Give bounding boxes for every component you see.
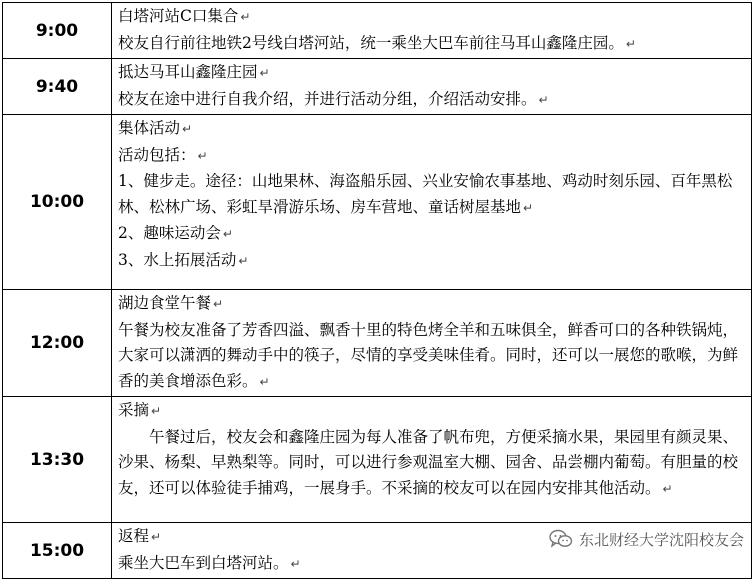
activity-title: 抵达马耳山鑫隆庄园 <box>118 63 258 81</box>
schedule-row <box>3 3 752 59</box>
paragraph-mark-icon: ↵ <box>259 66 270 80</box>
paragraph-mark-icon: ↵ <box>197 148 208 163</box>
paragraph-mark-icon: ↵ <box>238 253 249 268</box>
schedule-table <box>2 2 752 579</box>
watermark <box>545 526 748 552</box>
activity-title: 采摘 <box>118 401 150 419</box>
paragraph-mark-icon: ↵ <box>662 481 673 496</box>
activity-detail: 校友自行前往地铁2号线白塔河站，统一乘坐大巴车前往马耳山鑫隆庄园。 <box>118 33 624 52</box>
watermark-text: 东北财经大学沈阳校友会 <box>578 530 744 549</box>
content-cell <box>112 290 752 397</box>
paragraph-mark-icon: ↵ <box>151 404 162 418</box>
paragraph-mark-icon: ↵ <box>259 374 270 389</box>
activity-title: 返程 <box>118 527 150 545</box>
paragraph-mark-icon: ↵ <box>222 227 233 241</box>
schedule <box>2 2 752 579</box>
schedule-row <box>3 115 752 290</box>
paragraph-mark-icon: ↵ <box>240 10 251 24</box>
paragraph-mark-icon: ↵ <box>538 92 549 107</box>
paragraph-mark-icon: ↵ <box>523 200 534 215</box>
activity-title: 集体活动 <box>118 119 181 137</box>
paragraph-mark-icon: ↵ <box>213 297 224 311</box>
paragraph-mark-icon: ↵ <box>182 122 193 136</box>
schedule-row <box>3 59 752 115</box>
time-cell: 13:30 <box>3 397 112 523</box>
paragraph-mark-icon: ↵ <box>625 36 636 51</box>
time-cell: 12:00 <box>3 290 112 397</box>
activity-title: 湖边食堂午餐 <box>118 294 212 312</box>
activity-detail: 乘坐大巴车到白塔河站。 <box>118 553 289 572</box>
content-cell <box>112 397 752 523</box>
activity-detail: 午餐过后，校友会和鑫隆庄园为每人准备了帆布兜，方便采摘水果，果园里有颜灵果、沙果、杨梨、早熟梨等。同时，可以进行参观温室大棚、园舍、品尝棚内葡萄。有胆量的校友，还可以体验徒手捕鸡，一展身手。不采摘的校友可以在园内安排其他活动。 <box>118 427 739 497</box>
activity-detail: 校友在途中进行自我介绍，并进行活动分组，介绍活动安排。 <box>118 89 537 108</box>
wechat-icon <box>549 529 573 549</box>
time-cell: 15:00 <box>3 523 112 579</box>
content-cell <box>112 59 752 115</box>
paragraph-mark-icon: ↵ <box>151 530 162 544</box>
activity-item: 1、健步走。途径：山地果林、海盗船乐园、兴业安愉农事基地、鸡动时刻乐园、百年黑松林、松林广场、彩虹旱滑游乐场、房车营地、童话树屋基地 <box>118 172 733 216</box>
activity-title: 白塔河站C口集合 <box>118 7 239 25</box>
schedule-row <box>3 397 752 523</box>
activity-subtitle: 活动包括： <box>118 145 196 164</box>
activity-item: 3、水上拓展活动 <box>118 250 237 269</box>
time-cell: 9:00 <box>3 3 112 59</box>
time-cell: 9:40 <box>3 59 112 115</box>
content-cell <box>112 115 752 290</box>
content-cell <box>112 3 752 59</box>
activity-item: 2、趣味运动会 <box>118 224 221 242</box>
time-cell: 10:00 <box>3 115 112 290</box>
paragraph-mark-icon: ↵ <box>290 556 301 571</box>
activity-detail: 午餐为校友准备了芳香四溢、飘香十里的特色烤全羊和五味俱全，鲜香可口的各种铁锅炖，大家可以潇洒的舞动手中的筷子，尽情的享受美味佳肴。同时，还可以一展您的歌喉，为鲜香的美食增添色彩。 <box>118 320 739 390</box>
schedule-row <box>3 290 752 397</box>
